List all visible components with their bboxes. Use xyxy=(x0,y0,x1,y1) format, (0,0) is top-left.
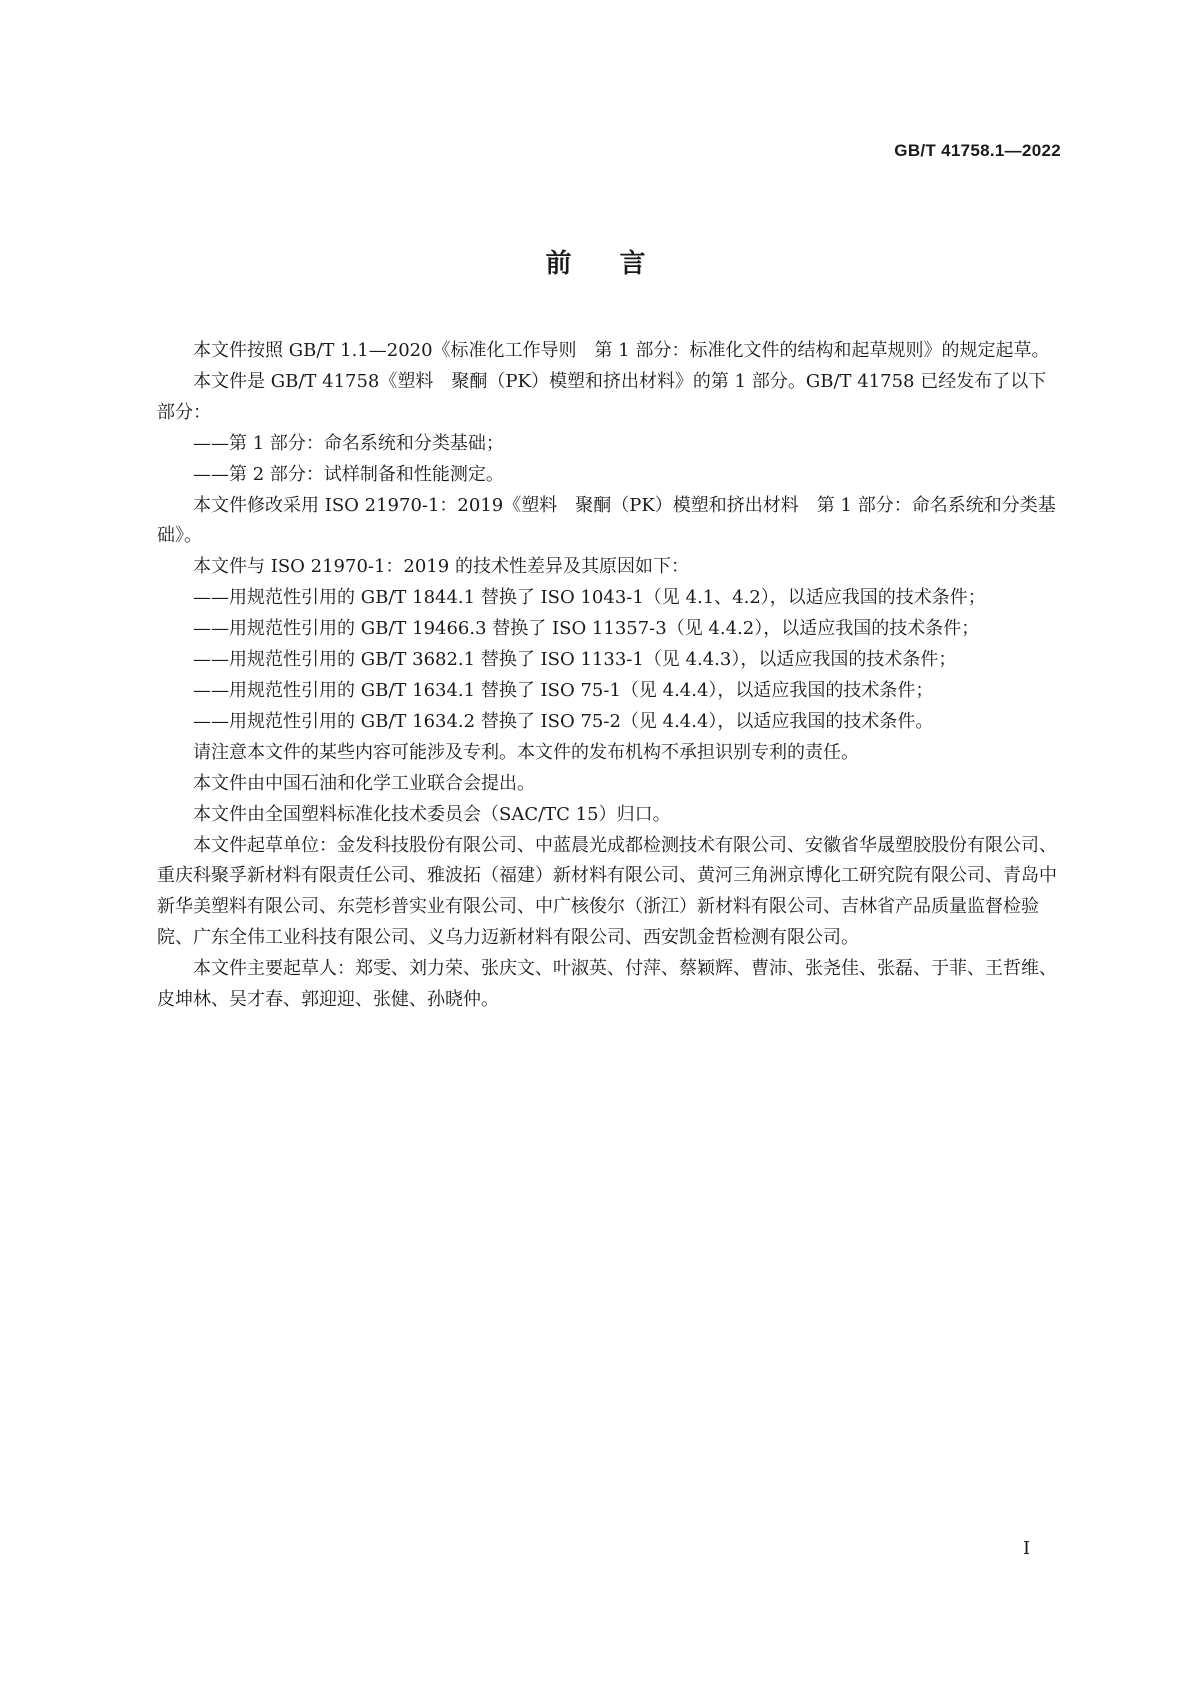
list-item: ——用规范性引用的 GB/T 1634.1 替换了 ISO 75-1（见 4.4.4），以适应我国的技术条件； xyxy=(193,679,934,701)
paragraph: 本文件修改采用 ISO 21970-1：2019《塑料 聚酮（PK）模塑和挤出材料 第 1 部分：命名系统和分类基础》。 xyxy=(157,494,1056,547)
paragraph: 本文件主要起草人：郑雯、刘力荣、张庆文、叶淑英、付萍、蔡颖辉、曹沛、张尧佳、张磊、于菲、王哲维、皮坤林、吴才春、郭迎迎、张健、孙晓仲。 xyxy=(157,958,1057,1011)
paragraph: 本文件起草单位：金发科技股份有限公司、中蓝晨光成都检测技术有限公司、安徽省华晟塑胶股份有限公司、重庆科聚孚新材料有限责任公司、雅波拓（福建）新材料有限公司、黄河三角洲京博化工研究院有限公司、青岛中新华美塑料有限公司、东莞杉普实业有限公司、中广核俊尔（浙江）新材料有限公司、吉林省产品质量监督检验院、广东全伟工业科技有限公司、义乌力迈新材料有限公司、西安凯金哲检测有限公司。 xyxy=(157,834,1057,949)
paragraph: 本文件由全国塑料标准化技术委员会（SAC/TC 15）归口。 xyxy=(193,803,671,825)
list-item: ——用规范性引用的 GB/T 1844.1 替换了 ISO 1043-1（见 4.1、4.2），以适应我国的技术条件； xyxy=(193,587,986,609)
paragraph: 本文件与 ISO 21970-1：2019 的技术性差异及其原因如下： xyxy=(193,556,689,578)
paragraph: 本文件按照 GB/T 1.1—2020《标准化工作导则 第 1 部分：标准化文件的结构和起草规则》的规定起草。 xyxy=(193,340,1050,361)
list-item: ——用规范性引用的 GB/T 19466.3 替换了 ISO 11357-3（见 4.4.2），以适应我国的技术条件； xyxy=(193,618,980,640)
list-item: ——用规范性引用的 GB/T 3682.1 替换了 ISO 1133-1（见 4.4.3），以适应我国的技术条件； xyxy=(193,649,957,671)
list-item: ——第 2 部分：试样制备和性能测定。 xyxy=(193,463,504,485)
paragraph: 本文件是 GB/T 41758《塑料 聚酮（PK）模塑和挤出材料》的第 1 部分。GB/T 41758 已经发布了以下部分： xyxy=(157,370,1047,423)
page-number: I xyxy=(1023,1538,1031,1559)
paragraph: 请注意本文件的某些内容可能涉及专利。本文件的发布机构不承担识别专利的责任。 xyxy=(193,741,859,763)
page-title: 前言 xyxy=(545,249,694,279)
list-item: ——第 1 部分：命名系统和分类基础； xyxy=(193,432,504,454)
paragraph: 本文件由中国石油和化学工业联合会提出。 xyxy=(193,772,535,794)
document-code: GB/T 41758.1—2022 xyxy=(894,141,1061,160)
foreword-body xyxy=(157,336,1060,1016)
list-item: ——用规范性引用的 GB/T 1634.2 替换了 ISO 75-2（见 4.4.4），以适应我国的技术条件。 xyxy=(193,710,934,732)
